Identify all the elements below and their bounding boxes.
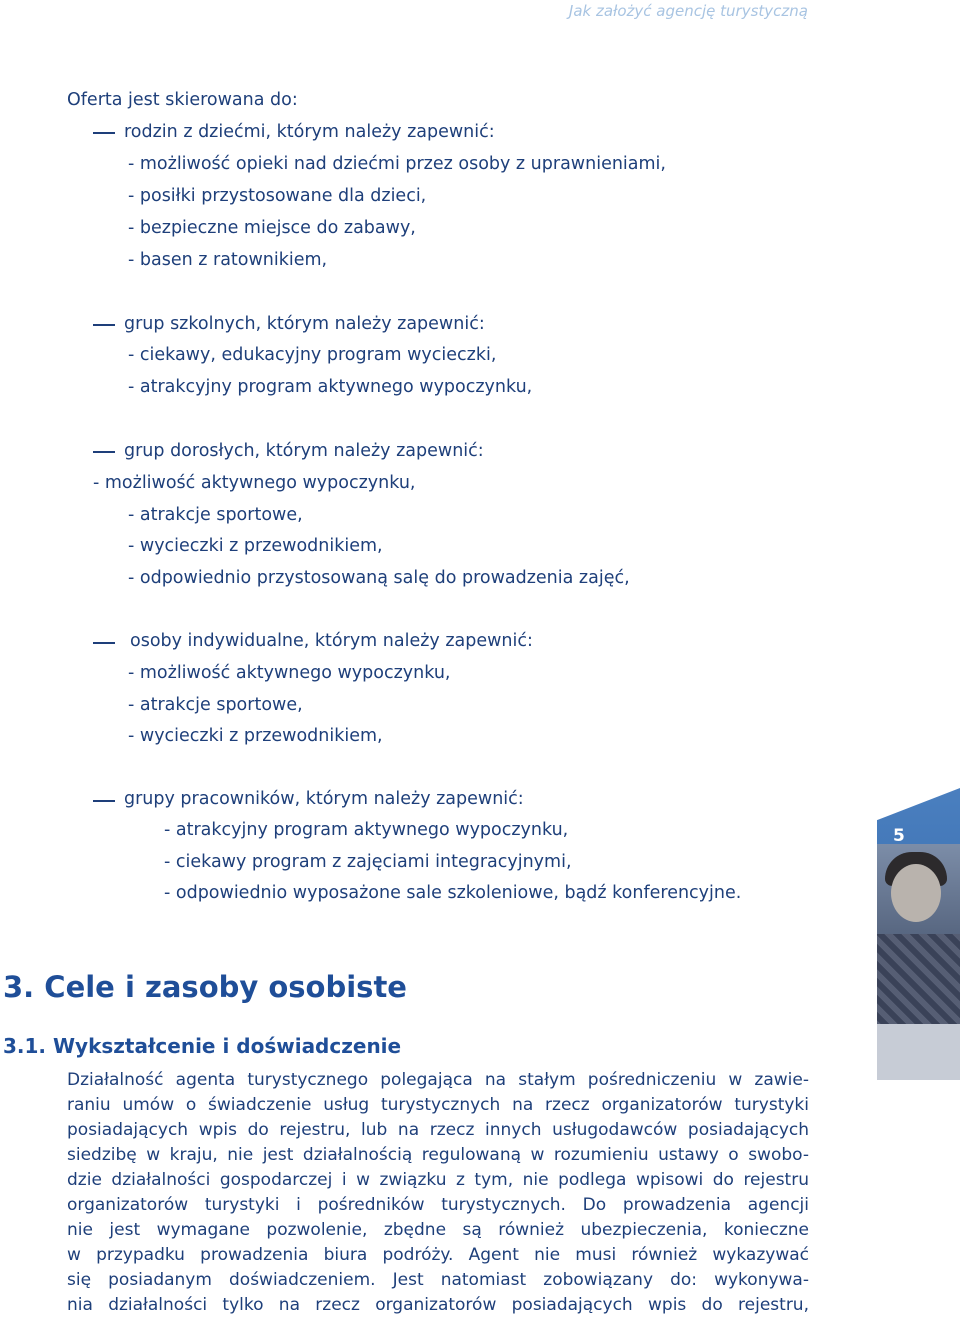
- paragraph-line: organizatorów turystyki i pośredników turystycznych. Do prowadzenia agencji: [67, 1195, 809, 1215]
- list-item: - basen z ratownikiem,: [128, 250, 328, 270]
- paragraph-line: nia działalności tylko na rzecz organizatorów posiadających wpis do rejestru,: [67, 1295, 809, 1315]
- dash-marker: [93, 324, 115, 326]
- group-heading-individuals: osoby indywidualne, którym należy zapewnić:: [130, 631, 533, 651]
- page-side-panel: [877, 788, 960, 1080]
- paragraph-line: się posiadanym doświadczeniem. Jest natomiast zobowiązany do: wykonywa-: [67, 1270, 809, 1290]
- list-item: - wycieczki z przewodnikiem,: [128, 726, 383, 746]
- dash-marker: [93, 132, 115, 134]
- paragraph-line: Działalność agenta turystycznego polegająca na stałym pośredniczeniu w zawie-: [67, 1070, 809, 1090]
- list-item: - bezpieczne miejsce do zabawy,: [128, 218, 416, 238]
- running-title: Jak założyć agencję turystyczną: [568, 2, 808, 20]
- body-paragraph: [67, 1068, 809, 1318]
- list-item: - posiłki przystosowane dla dzieci,: [128, 186, 427, 206]
- dash-marker: [93, 800, 115, 802]
- paragraph-line: siedzibę w kraju, nie jest działalnością regulowaną w rozumieniu ustawy o swobo-: [67, 1145, 809, 1165]
- group-heading-employees: grupy pracowników, którym należy zapewnić:: [124, 789, 524, 809]
- paragraph-line: dzie działalności gospodarczej i w związku z tym, nie podlega wpisowi do rejestru: [67, 1170, 809, 1190]
- dash-marker: [93, 451, 115, 453]
- list-item: - ciekawy program z zajęciami integracyjnymi,: [164, 852, 572, 872]
- paragraph-line: w przypadku prowadzenia biura podróży. Agent nie musi również wykazywać: [67, 1245, 809, 1265]
- list-item: - atrakcje sportowe,: [128, 505, 303, 525]
- subsection-heading: 3.1. Wykształcenie i doświadczenie: [3, 1034, 402, 1058]
- list-item: - atrakcyjny program aktywnego wypoczynku,: [164, 820, 569, 840]
- group-heading-adults: grup dorosłych, którym należy zapewnić:: [124, 441, 484, 461]
- list-item: - wycieczki z przewodnikiem,: [128, 536, 383, 556]
- paragraph-line: posiadających wpis do rejestru, lub na rzecz innych usługodawców posiadających: [67, 1120, 809, 1140]
- list-item: - możliwość aktywnego wypoczynku,: [128, 663, 451, 683]
- list-item: - atrakcyjny program aktywnego wypoczynku,: [128, 377, 533, 397]
- page-number: 5: [893, 826, 905, 846]
- child-photo: [877, 844, 960, 1080]
- dash-marker: [93, 642, 115, 644]
- group-heading-schools: grup szkolnych, którym należy zapewnić:: [124, 314, 485, 334]
- group-heading-families: rodzin z dziećmi, którym należy zapewnić:: [124, 122, 495, 142]
- list-item: - możliwość opieki nad dziećmi przez osoby z uprawnieniami,: [128, 154, 666, 174]
- list-item: - odpowiednio wyposażone sale szkoleniowe, bądź konferencyjne.: [164, 883, 742, 903]
- list-item: - atrakcje sportowe,: [128, 695, 303, 715]
- list-item: - odpowiednio przystosowaną salę do prowadzenia zajęć,: [128, 568, 630, 588]
- list-item: - możliwość aktywnego wypoczynku,: [93, 473, 416, 493]
- paragraph-line: nie jest wymagane pozwolenie, zbędne są również ubezpieczenia, konieczne: [67, 1220, 809, 1240]
- section-heading: 3. Cele i zasoby osobiste: [3, 970, 407, 1004]
- paragraph-line: raniu umów o świadczenie usług turystycznych na rzecz organizatorów turystyki: [67, 1095, 809, 1115]
- list-item: - ciekawy, edukacyjny program wycieczki,: [128, 345, 497, 365]
- offer-intro: Oferta jest skierowana do:: [67, 90, 298, 110]
